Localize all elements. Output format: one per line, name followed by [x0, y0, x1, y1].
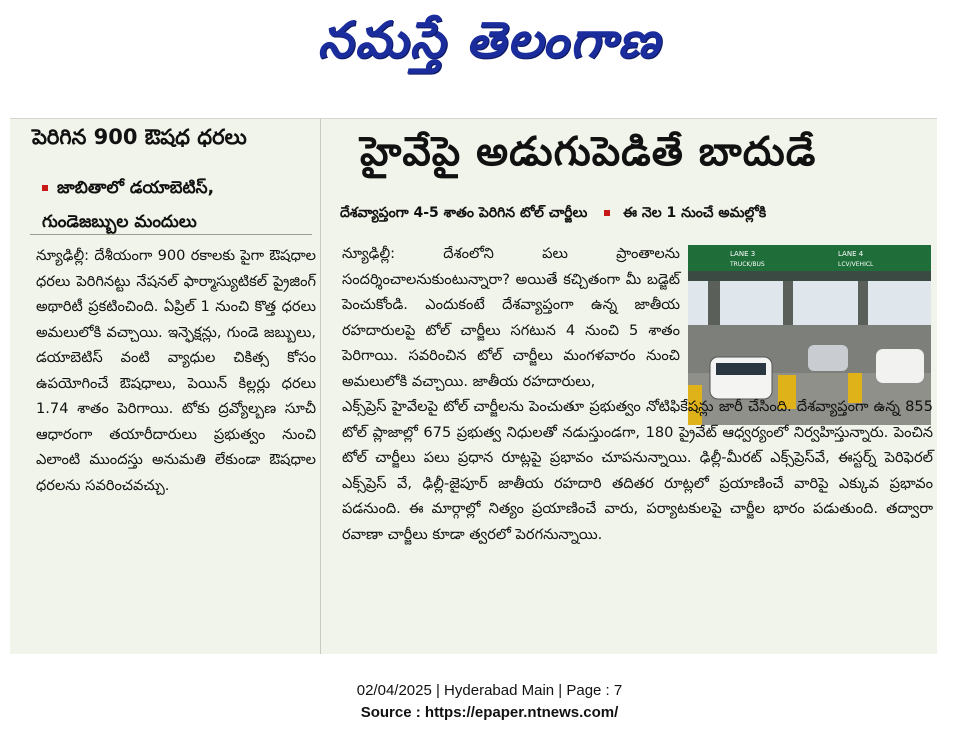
masthead	[0, 0, 979, 92]
right-subheads	[340, 205, 940, 224]
left-subheads	[42, 171, 312, 239]
left-headline: పెరిగిన 900 ఔషధ ధరలు	[32, 125, 247, 149]
bullet-icon	[604, 210, 610, 216]
left-article-body: న్యూఢిల్లీ: దేశీయంగా 900 రకాలకు పైగా ఔషధాల ధరలు పెరిగినట్టు నేషనల్ ఫార్మాస్యుటికల్ ప్రైజింగ్ అథారిటీ ప్రకటించింది. ఏప్రిల్ 1 నుంచి కొత్త ధరలు అమలులోకి వచ్చాయి. ఇన్ఫెక్షన్లు, గుండె జబ్బులు, డయాబెటిస్ వంటి వ్యాధుల చికిత్స కోసం ఉపయోగించే ఔషధాలు, పెయిన్ కిల్లర్లు ధరలు 1.74 శాతం పెరిగాయి. టోకు ద్రవ్యోల్బణ సూచీ ఆధారంగా తయారీదారులు ప్రభుత్వం నుంచి ఎలాంటి ముందస్తు అనుమతి లేకుండా ఔషధాల ధరలను సవరించవచ్చు.	[36, 247, 316, 494]
bullet-icon	[42, 185, 48, 191]
svg-text:TRUCK/BUS: TRUCK/BUS	[730, 261, 765, 268]
left-subhead-1: జాబితాలో డయాబెటిస్,	[42, 171, 312, 205]
masthead-logo: నమస్తే తెలంగాణ	[317, 10, 662, 69]
right-body-full: ఎక్స్‌ప్రెస్ హైవేలపై టోల్ చార్జీలను పెంచుతూ ప్రభుత్వం నోటిఫికేషన్లు జారీ చేసింది. దేశవ్యాప్తంగా ఉన్న 855 టోల్ ప్లాజాల్లో 675 ప్రభుత్వ నిధులతో నడుస్తుండగా, 180 ప్రైవేట్ ఆధ్వర్యంలో నిర్వహిస్తున్నారు. పెంచిన టోల్ చార్జీలు పలు ప్రధాన రూట్లపై ప్రభావం చూపనున్నాయి. ఢిల్లీ-మీరట్ ఎక్స్‌ప్రెస్‌వే, ఈస్టర్న్ పెరిఫెరల్ ఎక్స్‌ప్రెస్ వే, ఢిల్లీ-జైపూర్ జాతీయ రహదారి తదితర రూట్లలో ప్రయాణించే వారిపై ఎక్కువ ప్రభావం పడనుంది. ఈ మార్గాల్లో నిత్యం ప్రయాణించే వారు, పర్యాటకులపై చార్జీల భారం పడుతుంది. తద్వారా రవాణా చార్జీలు కూడా త్వరలో పెరగనున్నాయి.	[342, 398, 933, 543]
news-clipping	[10, 118, 937, 654]
left-subhead-2: గుండెజబ్బుల మందులు	[42, 212, 197, 232]
left-article	[10, 119, 321, 654]
footer	[0, 680, 979, 724]
footer-source-line: Source : https://epaper.ntnews.com/	[360, 704, 619, 721]
right-subhead-2: ఈ నెల 1 నుంచే అమల్లోకి	[623, 205, 767, 221]
right-subhead-1: దేశవ్యాప్తంగా 4-5 శాతం పెరిగిన టోల్ చార్జీలు	[340, 205, 588, 221]
right-article-body	[342, 241, 933, 547]
svg-text:LANE 3: LANE 3	[730, 250, 756, 258]
divider	[30, 234, 312, 235]
right-headline: హైవేపై అడుగుపెడితే బాదుడే	[360, 129, 817, 175]
right-body-wrapped: న్యూఢిల్లీ: దేశంలోని పలు ప్రాంతాలను సందర్శించాలనుకుంటున్నారా? అయితే కచ్చితంగా మీ బడ్జెట్ పెంచుకోండి. ఎందుకంటే దేశవ్యాప్తంగా ఉన్న జాతీయ రహదారులపై టోల్ చార్జీలు సగటున 4 నుంచి 5 శాతం పెరిగాయి. సవరించిన టోల్ చార్జీలు మంగళవారం నుంచి అమలులోకి వచ్చాయి. జాతీయ రహదారులు,	[342, 245, 680, 390]
footer-date-line: 02/04/2025 | Hyderabad Main | Page : 7	[356, 682, 623, 699]
svg-text:LCV/VEHICL: LCV/VEHICL	[838, 261, 874, 268]
svg-text:LANE 4: LANE 4	[838, 250, 864, 258]
